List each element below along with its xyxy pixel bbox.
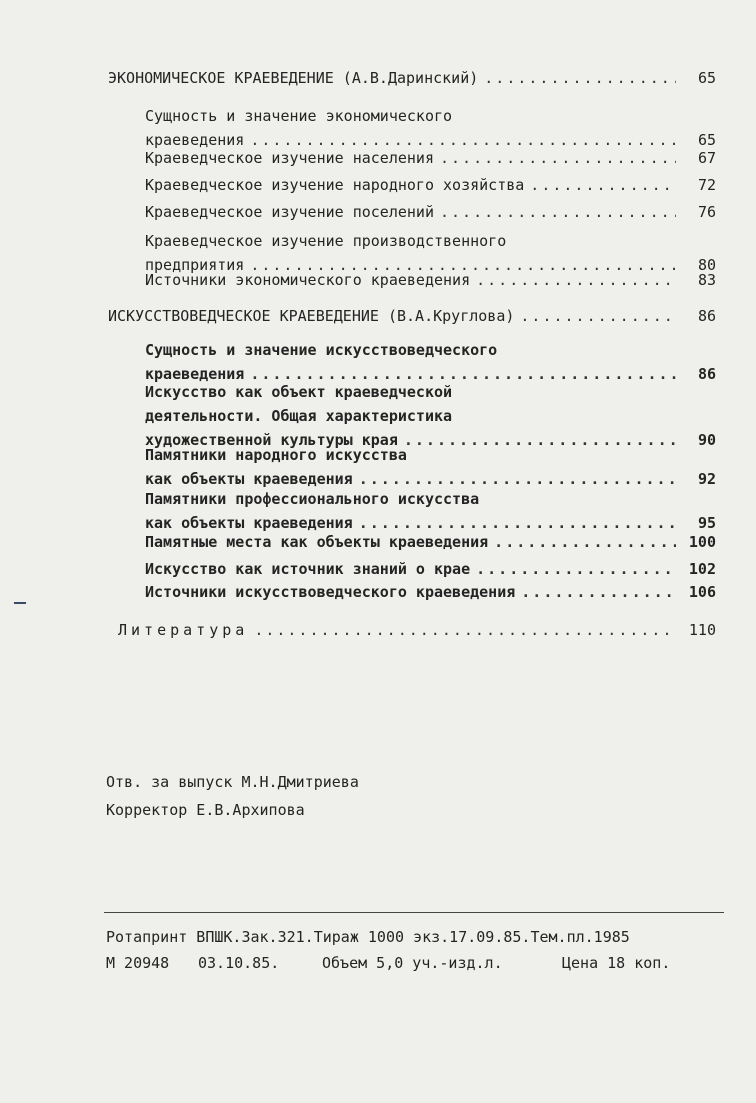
toc-entry-title-line: Памятники профессионального искусства [145, 490, 480, 508]
toc-entry-title-line: ИСКУССТВОВЕДЧЕСКОЕ КРАЕВЕДЕНИЕ (В.А.Круглова) [108, 307, 515, 325]
toc-entry [145, 173, 716, 197]
imprint-price: Цена 18 коп. [562, 954, 671, 972]
toc-page-number: 90 [697, 431, 716, 449]
toc-entry [145, 487, 716, 535]
toc-entry [145, 557, 716, 581]
toc-entry-title-line: Краеведческое изучение производственного [145, 232, 507, 250]
toc-entry-last-line [108, 66, 716, 90]
margin-mark [14, 602, 26, 604]
toc-entry-title-line: Краеведческое изучение населения [145, 149, 434, 167]
toc-page-number: 86 [697, 307, 716, 325]
toc-entry-title-line: Источники экономического краеведения [145, 271, 471, 289]
toc-section [108, 304, 716, 328]
toc-entry [145, 104, 716, 152]
toc-literature [118, 618, 716, 642]
toc-entry-title-line: Искусство как источник знаний о крае [145, 560, 471, 578]
dot-leader [476, 557, 676, 581]
toc-entry-title-line: деятельности. Общая характеристика [145, 407, 453, 425]
toc-entry-last-line [145, 200, 716, 224]
toc-entry [145, 580, 716, 604]
toc-entry [145, 530, 716, 554]
toc-entry-title-line: предприятия [145, 256, 245, 274]
toc-entry [145, 338, 716, 386]
toc-page-number: 83 [697, 271, 716, 289]
dot-leader [520, 304, 676, 328]
toc-entry-last-line [145, 580, 716, 604]
toc-entry-title-line: Краеведческое изучение поселений [145, 203, 434, 221]
imprint-code: М 20948 [106, 954, 170, 972]
toc-entry [145, 200, 716, 224]
toc-entry-title-line: ЭКОНОМИЧЕСКОЕ КРАЕВЕДЕНИЕ (А.В.Даринский) [108, 69, 479, 87]
imprint [106, 924, 670, 976]
toc-entry-last-line [145, 268, 716, 292]
credits [106, 768, 359, 824]
imprint-date: 03.10.85. [198, 954, 280, 972]
toc-page-number: 106 [688, 583, 716, 601]
toc-page-number: 65 [697, 69, 716, 87]
toc-entry-title-line: Сущность и значение экономического [145, 107, 453, 125]
toc-entry-title-line: художественной культуры края [145, 431, 398, 449]
toc-entry-title-line: Памятные места как объекты краеведения [145, 533, 489, 551]
toc-entry-title-line: как объекты краеведения [145, 470, 353, 488]
imprint-line-1: Ротапринт ВПШК.Зак.321.Тираж 1000 экз.17.09.85.Тем.пл.1985 [106, 928, 630, 946]
toc-entry-title-line: Краеведческое изучение народного хозяйства [145, 176, 525, 194]
toc-entry-last-line [145, 173, 716, 197]
toc-entry-title-line: Памятники народного искусства [145, 446, 407, 464]
toc-page-number: 110 [688, 621, 716, 639]
toc-entry-last-line [145, 557, 716, 581]
toc-page-number: 67 [697, 149, 716, 167]
dot-leader [521, 580, 676, 604]
imprint-line-2 [106, 950, 670, 976]
editor-credit: Отв. за выпуск М.Н.Дмитриева [106, 773, 359, 791]
toc-page-number: 86 [697, 365, 716, 383]
dot-leader [530, 173, 676, 197]
dot-leader [440, 200, 676, 224]
dot-leader [254, 618, 676, 642]
toc-page-number: 72 [697, 176, 716, 194]
toc-entry [145, 146, 716, 170]
toc-entry-title-line: Искусство как объект краеведческой [145, 383, 453, 401]
toc-entry-title-line: Источники искусствоведческого краеведения [145, 583, 516, 601]
toc-page-number: 100 [688, 533, 716, 551]
toc-page-number: 102 [688, 560, 716, 578]
dot-leader [494, 530, 676, 554]
toc-entry-title-line: краеведения [145, 365, 245, 383]
dot-leader [440, 146, 676, 170]
toc-page-number: 92 [697, 470, 716, 488]
toc-entry-title-line: Сущность и значение искусствоведческого [145, 341, 498, 359]
toc-entry [145, 443, 716, 491]
toc-entry-last-line [108, 304, 716, 328]
imprint-volume: Объем 5,0 уч.-изд.л. [322, 954, 503, 972]
toc-entry-last-line [145, 146, 716, 170]
dot-leader [484, 66, 676, 90]
toc-entry-last-line [145, 530, 716, 554]
dot-leader [476, 268, 676, 292]
toc-page-number: 65 [697, 131, 716, 149]
toc-page-number: 80 [697, 256, 716, 274]
toc-section [108, 66, 716, 90]
toc-entry-title-line: краеведения [145, 131, 245, 149]
toc-entry [145, 380, 716, 452]
divider [104, 912, 724, 913]
corrector-credit: Корректор Е.В.Архипова [106, 801, 305, 819]
toc-entry [145, 268, 716, 292]
toc-entry-title-line: как объекты краеведения [145, 514, 353, 532]
toc-page-number: 76 [697, 203, 716, 221]
toc-entry-title-line: Литература [118, 621, 249, 639]
toc-page-number: 95 [697, 514, 716, 532]
toc-entry-last-line [118, 618, 716, 642]
